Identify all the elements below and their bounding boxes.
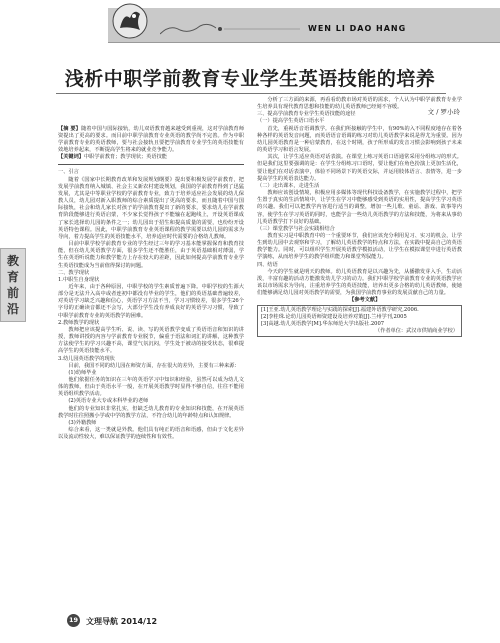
abstract-text: 随着中国与国际接轨，幼儿双语教育越来越受到重视，这对学前教育师资提出了更高的要求。而目前中职学前教育专业英语的教学尚不完善。作为中职学前教育专业的英语教师，要与社会接轨且要把学前教育专业学生的英语技能有效地培养起来，不断提高学生将来的就业竞争能力。: [58, 126, 244, 154]
reference-item: [3]高越.幼儿英语教学[M].华东师范大学出版社.2007: [261, 320, 385, 327]
references-box: [257, 305, 462, 338]
section-heading: 2.教师教学的现状: [58, 319, 100, 326]
abstract-label: 【摘 要】: [58, 126, 81, 132]
title-divider: [56, 93, 446, 94]
left-body-text: [58, 169, 244, 441]
abstract-divider: [58, 164, 244, 165]
section-tab-label: 教育前沿: [6, 254, 19, 316]
abstract-block: [58, 126, 244, 161]
right-body-text: [257, 97, 462, 297]
section-tab: [0, 248, 26, 322]
keywords-label: 【关键词】: [58, 154, 84, 161]
page-number: 19: [67, 614, 80, 627]
paragraph: 随着《国家中长期教育改革和发展规划纲要》提出要积极发展学前教育，把发展学前教育纳入城镇、社会主义新农村建设规划，我国的学前教育得到了迅猛发展，尤其是中等职业学校的学前教育专业，致力于培养适应社会发展的幼儿保教人员，幼儿园对新入职教师的综合素质提出了更高的要求，而且随着中国与国际接轨，社会和幼儿家长对孩子的学前教育提出了新的要求，要求幼儿在学前教育阶段能够进行英语启蒙，不少家长觉得孩子不能输在起跑线上，开设英语课成了家长选择幼儿园的条件之一；幼儿园出于招生和提高质量的需要，也纷纷开设英语特色课程。因此，中职学前教育专业英语课程的教学需要以幼儿园的需求为导向，着力提高学生的英语技能水平，培养适应时代需要的合格幼儿教师。: [58, 176, 244, 240]
paragraph: 今天的学生就是明天的教师。幼儿英语教育是以兴趣为先，从播撒发芽入手，生动活泼，丰富有趣的活动方能激发幼儿学习的动力。我们中职学校学前教育专业的英语教学应该以市场需求为导向，注重培养学生的英语技能，培养出更多合格的幼儿英语教师，使她们能够满足幼儿园对英语教学的需要，为我国学前教育事业的发展贡献自己的力量。: [257, 268, 462, 297]
paragraph: 他们依据任务的知识在三年的英语学习中知识和经验，虽然可以成为幼儿文体的教师，但由于英语水平一般，在开展英语教学时显得不够自信，往往不能用英语组织教学活动。: [58, 377, 244, 398]
section-heading: 3.幼儿园英语教学的现状: [58, 355, 115, 362]
paragraph: (3)外籍教师: [68, 419, 97, 426]
right-column: [257, 97, 462, 337]
paragraph: 他们的专业知识非常扎实，但缺乏幼儿教育的专业知识和技能，在开展英语教学时往往照搬小学或中学的教学方法，不符合幼儿的年龄特点和认知规律。: [58, 405, 244, 419]
running-header: WEN LI DAO HANG: [308, 24, 407, 33]
section-heading: 一、引言: [58, 169, 79, 176]
author-byline: 文 / 罗小玲: [427, 108, 460, 116]
section-heading: （一）提高学生英语口语水平: [257, 118, 325, 125]
section-heading: 三、提高学前教育专业学生英语技能的途径: [257, 111, 356, 118]
journal-footer: 文理导航 2014/12: [86, 617, 158, 626]
paragraph: 其次，让学生适应英语对话表演。在课堂上练习英语口语通常采用分组练习的形式。但是我们这里要强调的是：在学生分组练习口语时，要让他们在角色扮演上更加生活化，要让他们在对话表演中，体验不同场景下的英语交际，并运用肢体语言、表情等，进一步提高学生的英语表达能力。: [257, 154, 462, 182]
header-decoration-icon: [160, 22, 300, 36]
references-title: 【参考文献】: [349, 297, 381, 304]
reference-item: [1]王亚.幼儿英语教学理论与实践的探索[J].福建外语教学研究,2006.: [261, 306, 419, 313]
paragraph: 目前中职学校学前教育专业的学生经过三年的学习基本能掌握保育和教育技能，但在幼儿英语教学方面，很多学生还不能胜任，由于英语基础相对薄弱，学生在英语听说能力和教学能力上存在较大的差距，因此如何提高学前教育专业学生英语技能成为当前值得探讨的问题。: [58, 241, 244, 269]
paragraph: 分析了三方面的来源，再看看幼教市场对英语的需求，个人认为中职学前教育专业学生培养具有现代教育思想和技能的幼儿英语教师已经刻不容缓。: [257, 97, 462, 111]
paragraph: 综合来看，这一类就是外教。他们具有纯正的语音和语感，但由于文化差异以及流动性较大，难以保证教学的连续性和有效性。: [58, 427, 244, 441]
magazine-logo-icon: [112, 2, 148, 40]
left-column: [58, 126, 244, 441]
section-heading: 二、教学现状: [58, 269, 90, 276]
paragraph: 目前，我国不同的幼儿园在师资方面，存在很大的差异，主要有三种来源：: [68, 362, 240, 369]
paragraph: 教育实习是中职教育中的一个重要环节，我们应该充分利用见习、实习的机会，让学生到幼儿园中去观察和学习，了解幼儿英语教学的特点和方法，在实践中提高自己的英语教学能力。同时，可以组织学生开展英语教学模拟活动，让学生在模拟课堂中进行英语教学演练，从而培养学生的教学组织能力和课堂驾驭能力。: [257, 232, 462, 261]
author-unit: （作者单位：武汉市供销商业学校）: [374, 328, 458, 334]
paragraph: 近年来，由于各种原因，中职学校的学生素质普遍下降。中职学校的生源大部分是无法升入高中或者连初中都没有毕业的学生，他们的英语基础普遍较差，对英语学习缺乏兴趣和信心，英语学习方法不当，学习习惯较差，很多学生26个字母的正确读音都还不会写，大部分学生没有养成良好的英语学习习惯，导致了中职学前教育专业的英语教学的困难。: [58, 283, 244, 319]
paragraph: 首先，重视语音语调教学。在我们所接触的学生中，有90%的入不同程度地存在着各种各样的英语发音问题，而英语语音语调的练习对幼儿英语教学来说是得尤为重要。因为幼儿园英语教育是一种启蒙教育，在这个时期，孩子所形成的发音习惯会影响到孩子未来的英语学习和语言发展。: [257, 125, 462, 154]
section-heading: （三）课堂教学与社会实践相结合: [257, 225, 335, 232]
article-title: 浅析中职学前教育专业学生英语技能的培养: [64, 68, 436, 90]
paragraph: 教师把应该提高学生听、说、读、写的英语教学变成了英语语音和知识的讲授，教师讲授的内容与学前教育专业脱节，偏重于语法和词汇的讲解，这种教学方法使学生的学习兴趣不高，课堂气氛沉闷，学生处于被动的接受状态，很难提高学生的英语技能水平。: [58, 326, 244, 355]
section-heading: （二）走出课本，走进生活: [257, 182, 320, 189]
section-heading: 1.中职生自身现状: [58, 276, 100, 283]
keywords-text: 中职学前教育；教学现状；英语技能: [83, 154, 167, 161]
section-heading: 四、结语: [257, 261, 278, 268]
paragraph: 教师应该创设情境，积极应用多媒体等现代科技设备教学，在实施教学过程中，把学生置于真实的生活情境中，让学生在学习中能够感受到英语的实用性，提高学生学习英语的兴趣。我们可以把教学内容进行适当的调整，增加一些儿歌、童谣、游戏、故事等内容，使学生在学习英语的同时，也能学会一些幼儿英语教学的方法和技能，为将来从事幼儿英语教学打下良好的基础。: [257, 190, 462, 225]
reference-item: [2]李桂珠.论幼儿园英语师资建设及培养对策[J].兰州学刊,2005: [261, 313, 407, 320]
paragraph: (1)幼师毕业: [68, 369, 97, 376]
paragraph: (2)英语专业大专或本科毕业的老师: [68, 398, 149, 405]
